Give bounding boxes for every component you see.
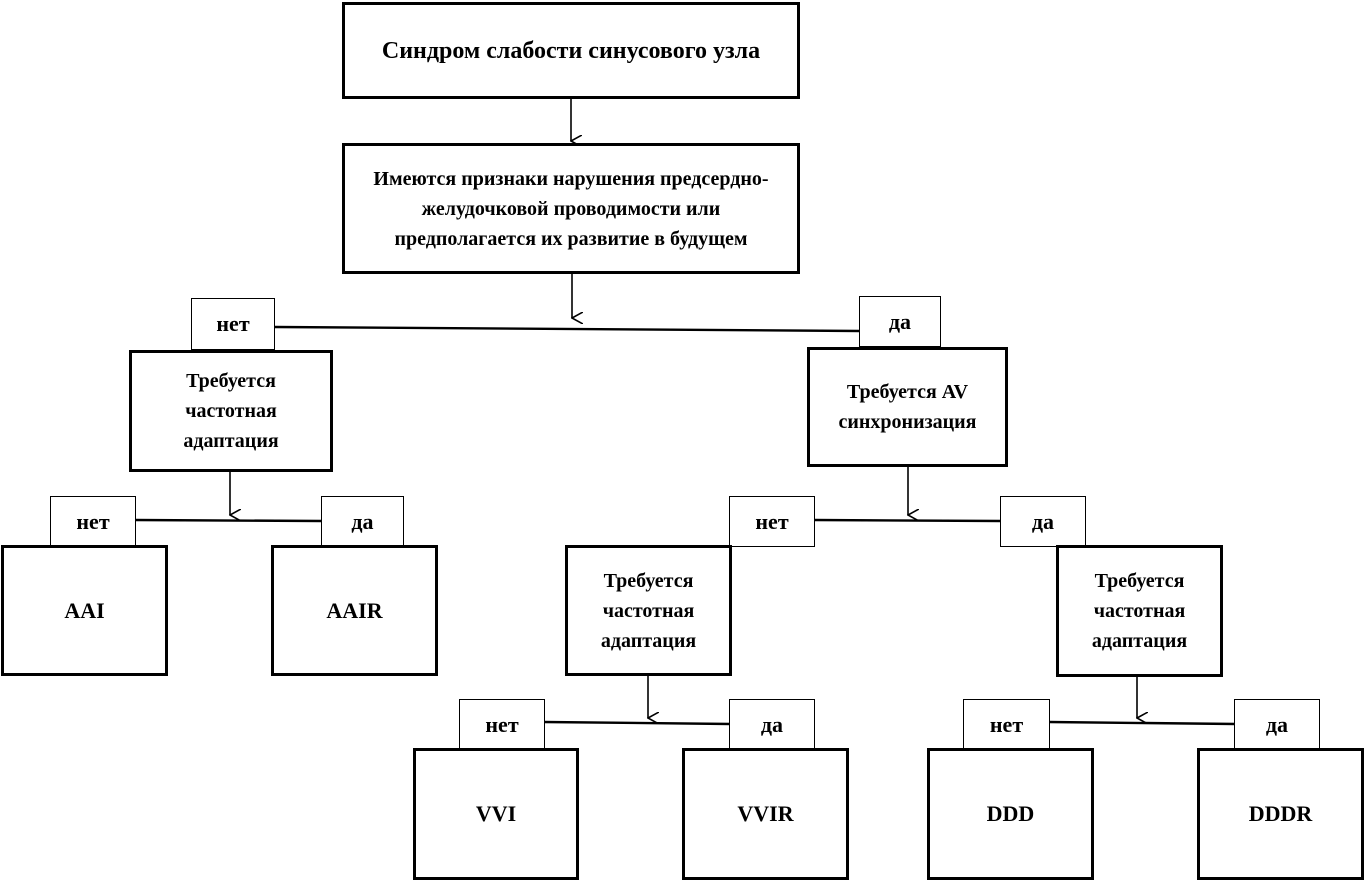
branch-line-left bbox=[135, 520, 322, 521]
question-rate-adapt-mid-text: Требуется частотная адаптация bbox=[600, 569, 697, 652]
mode-aai-box: AAI bbox=[1, 545, 168, 676]
answer-no-left: нет bbox=[50, 496, 136, 547]
answer-yes-left: да bbox=[321, 496, 404, 547]
answer-yes-level1: да bbox=[859, 296, 941, 347]
question-rate-adapt-right-text: Требуется частотная адаптация bbox=[1091, 570, 1188, 652]
question-rate-adapt-left-box bbox=[129, 350, 333, 472]
root-box bbox=[342, 2, 800, 99]
mode-ddd-box: DDD bbox=[927, 748, 1094, 880]
branch-line-level1 bbox=[275, 327, 860, 331]
question-av-conduction-box bbox=[342, 143, 800, 274]
mode-vvir-box: VVIR bbox=[682, 748, 849, 880]
answer-yes-av: да bbox=[1000, 496, 1086, 547]
mode-aair-box: AAIR bbox=[271, 545, 438, 676]
mode-dddr-box: DDDR bbox=[1197, 748, 1364, 880]
answer-no-mid: нет bbox=[459, 699, 545, 750]
root-text: Синдром слабости синусового узла bbox=[381, 37, 761, 64]
question-av-sync-text: Требуется AV синхронизация bbox=[838, 381, 977, 433]
branch-line-mid bbox=[544, 722, 731, 724]
question-rate-adapt-left-text: Требуется частотная адаптация bbox=[183, 370, 279, 452]
answer-yes-right: да bbox=[1234, 699, 1320, 750]
question-rate-adapt-right-box bbox=[1056, 545, 1223, 677]
answer-no-right: нет bbox=[963, 699, 1050, 750]
answer-yes-mid: да bbox=[729, 699, 815, 750]
question-av-conduction-text: Имеются признаки нарушения предсердно-желудочковой проводимости или предполагается их развитие в будущем bbox=[373, 167, 769, 250]
question-rate-adapt-mid-box bbox=[565, 545, 732, 676]
answer-no-av: нет bbox=[729, 496, 815, 547]
branch-line-right bbox=[1049, 722, 1236, 724]
mode-vvi-box: VVI bbox=[413, 748, 579, 880]
question-av-sync-box bbox=[807, 347, 1008, 467]
answer-no-level1: нет bbox=[191, 298, 275, 350]
branch-line-av bbox=[814, 520, 1001, 521]
